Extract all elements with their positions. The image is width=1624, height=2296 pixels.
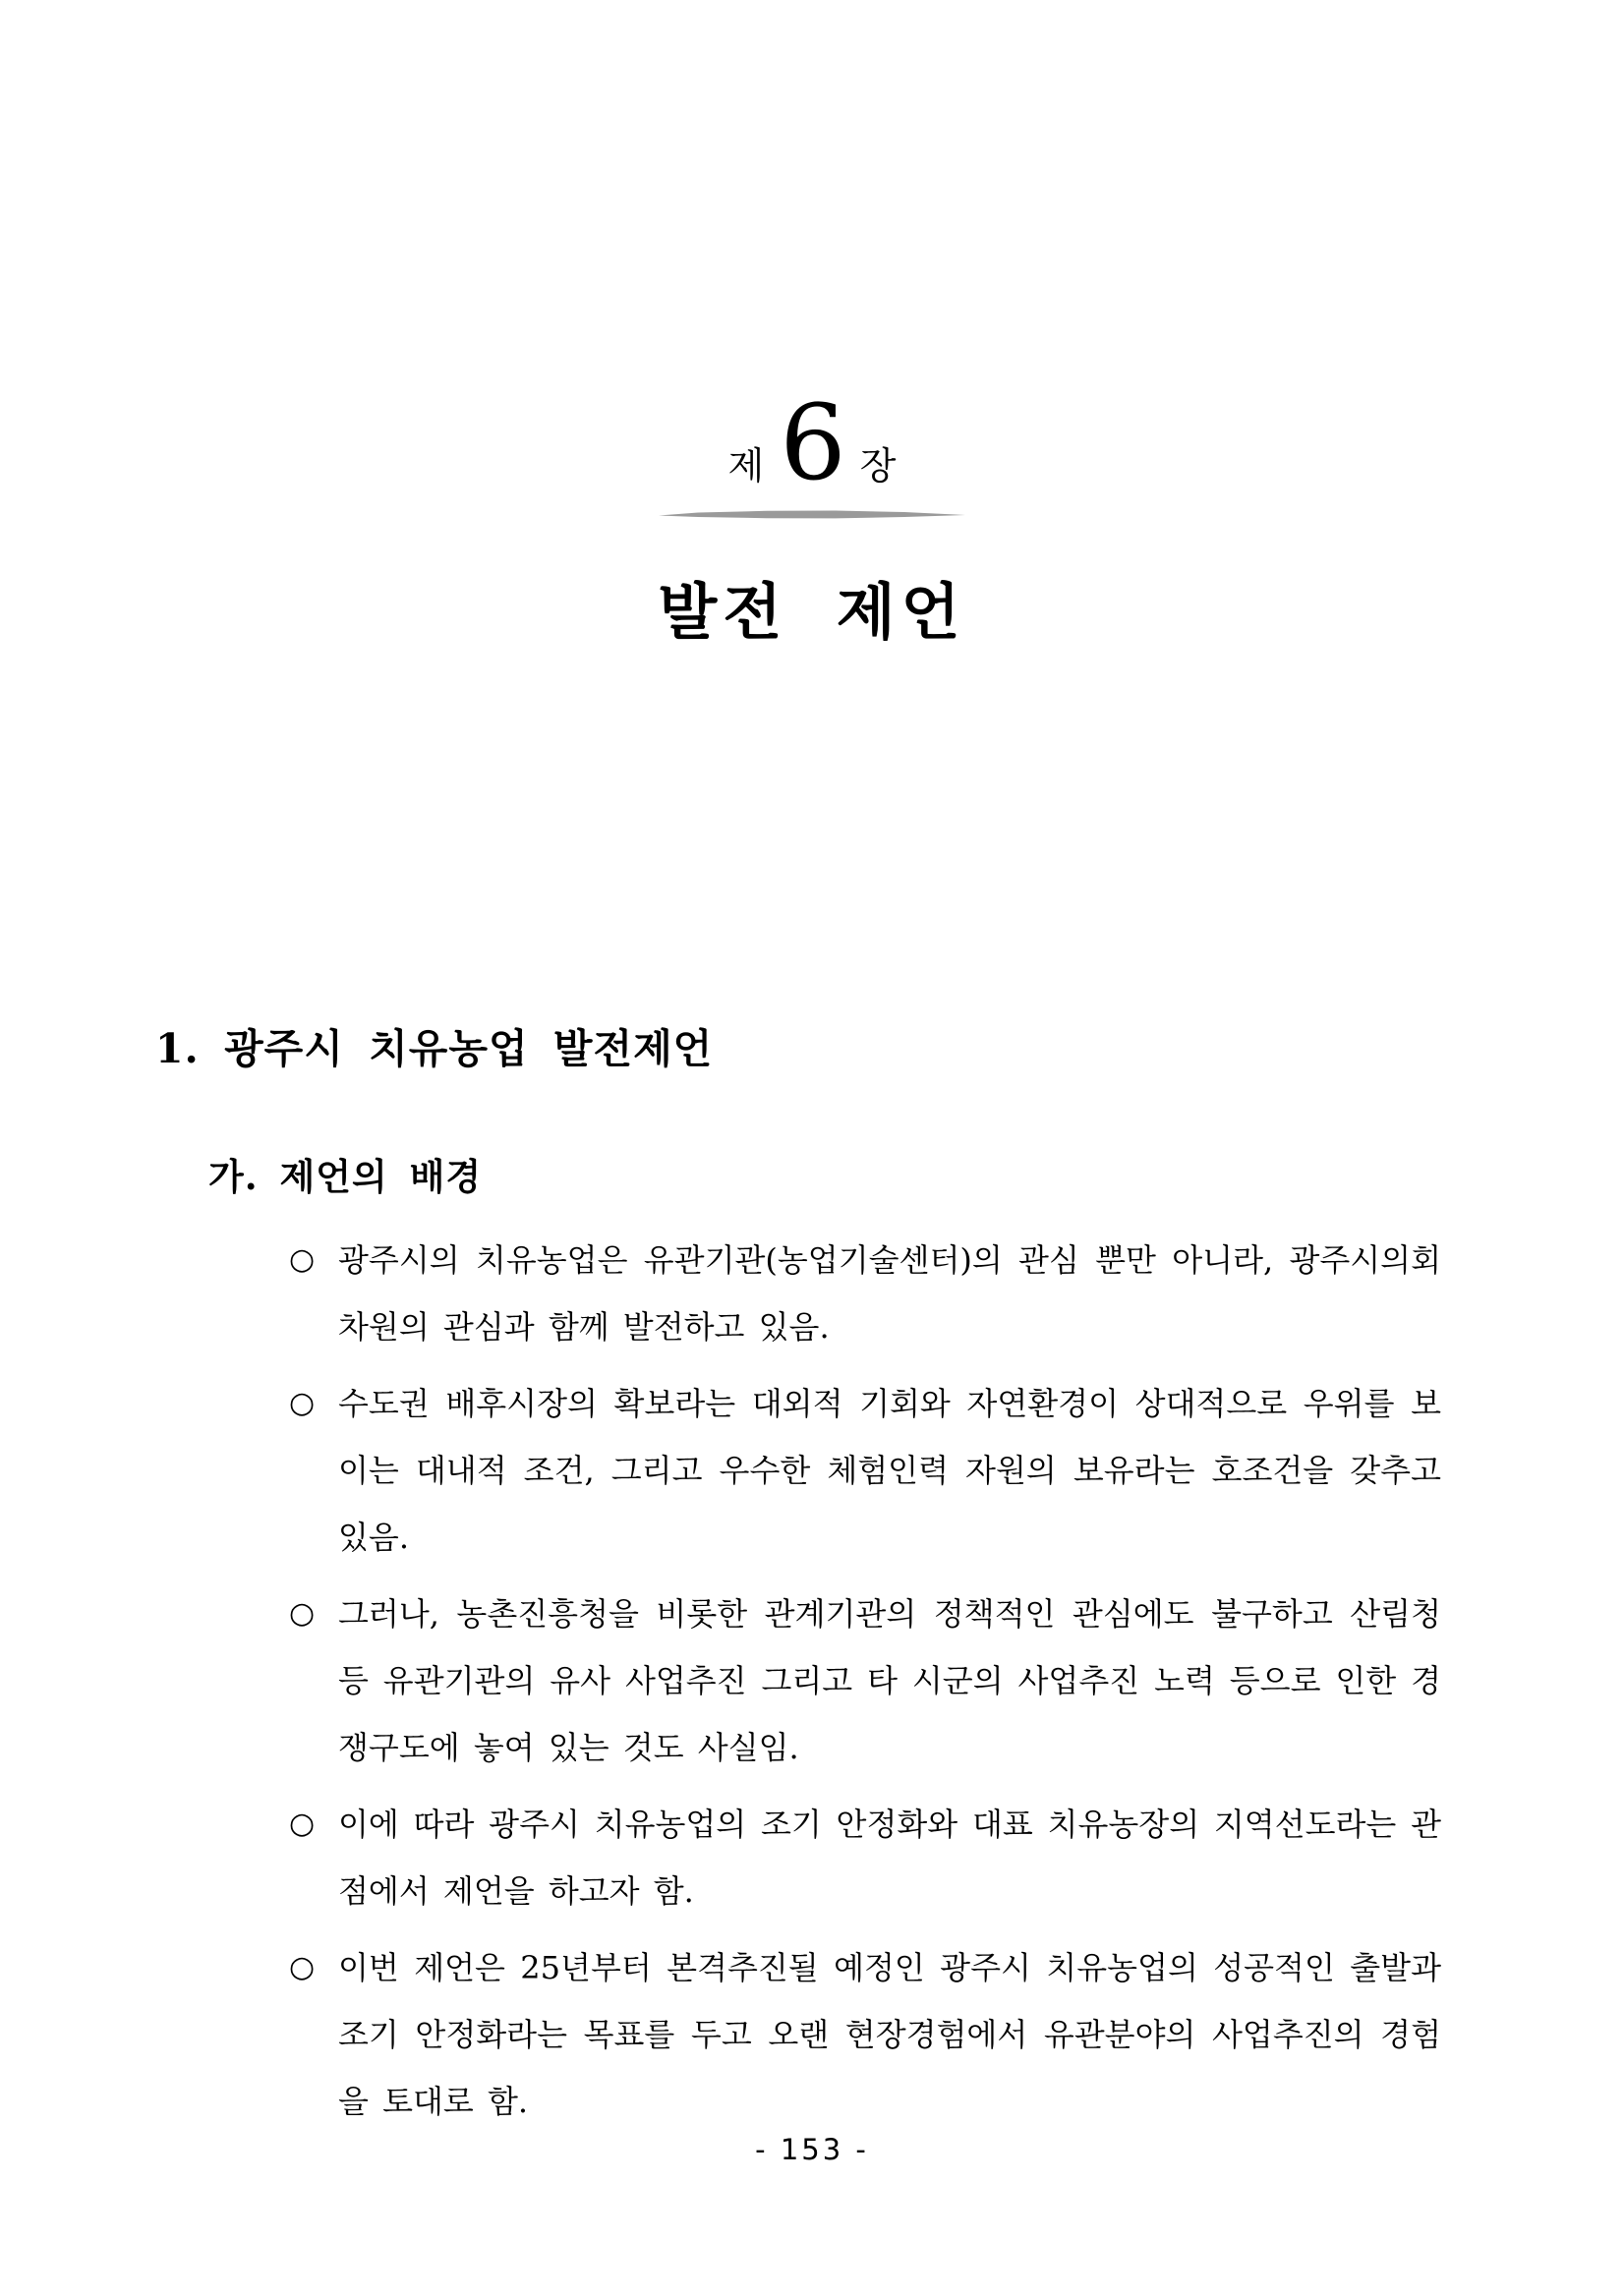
- bullet-item: [289, 1934, 1441, 2135]
- bullet-marker-icon: ○: [289, 1242, 316, 1277]
- chapter-divider: [0, 510, 1624, 520]
- bullet-marker-icon: ○: [289, 1950, 316, 1984]
- bullet-text: 이에 따라 광주시 치유농업의 조기 안정화와 대표 치유농장의 지역선도라는 관점에서 제언을 하고자 함.: [338, 1806, 1441, 1910]
- bullet-item: [289, 1370, 1441, 1571]
- chapter-number: 6: [780, 382, 846, 503]
- chapter-heading: [0, 382, 1624, 503]
- bullet-list: [289, 1227, 1441, 2145]
- bullet-marker-icon: ○: [289, 1596, 316, 1631]
- page-number: - 153 -: [755, 2133, 869, 2166]
- bullet-marker-icon: ○: [289, 1386, 316, 1420]
- bullet-item: [289, 1791, 1441, 1924]
- bullet-text: 그러나, 농촌진흥청을 비롯한 관계기관의 정책적인 관심에도 불구하고 산림청 등 유관기관의 유사 사업추진 그리고 타 시군의 사업추진 노력 등으로 인한 경쟁구도에 놓여 있는 것도 사실임.: [338, 1595, 1441, 1766]
- divider-taper-shape: [659, 511, 965, 519]
- bullet-text: 수도권 배후시장의 확보라는 대외적 기회와 자연환경이 상대적으로 우위를 보이는 대내적 조건, 그리고 우수한 체험인력 자원의 보유라는 호조건을 갖추고 있음.: [338, 1385, 1441, 1556]
- chapter-divider-shape: [659, 510, 965, 520]
- bullet-marker-icon: ○: [289, 1807, 316, 1841]
- bullet-item: [289, 1227, 1441, 1360]
- bullet-item: [289, 1580, 1441, 1781]
- bullet-text: 광주시의 치유농업은 유관기관(농업기술센터)의 관심 뿐만 아니라, 광주시의회 차원의 관심과 함께 발전하고 있음.: [338, 1241, 1441, 1346]
- chapter-prefix: 제: [727, 444, 765, 488]
- bullet-text: 이번 제언은 25년부터 본격추진될 예정인 광주시 치유농업의 성공적인 출발과 조기 안정화라는 목표를 두고 오랜 현장경험에서 유관분야의 사업추진의 경험을 토대로 함.: [338, 1949, 1441, 2120]
- section-heading: 1. 광주시 치유농업 발전제언: [155, 1025, 714, 1072]
- chapter-suffix: 장: [859, 444, 897, 488]
- subsection-heading: 가. 제언의 배경: [208, 1155, 483, 1198]
- document-title: 발전 제언: [658, 576, 966, 648]
